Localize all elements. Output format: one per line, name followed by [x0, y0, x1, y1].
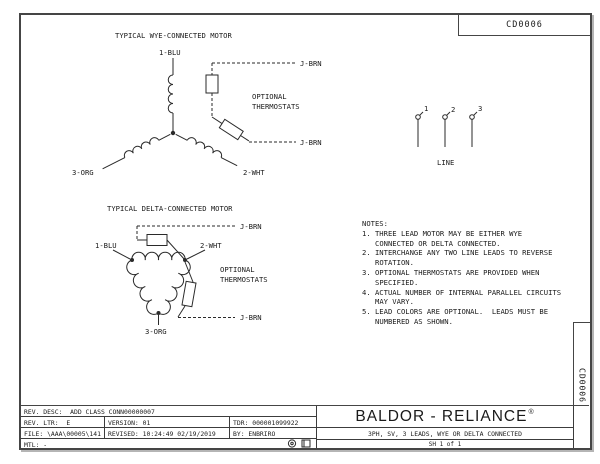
wye-lead3-label: 3-ORG: [72, 168, 94, 177]
delta-motor-diagram: [60, 200, 340, 345]
brand-cell: [317, 406, 574, 428]
line-terminal-3: [470, 112, 477, 147]
note-3-line-2: SPECIFIED.: [375, 277, 419, 287]
wye-optional-label-1: OPTIONAL: [252, 92, 287, 101]
wye-jbrn-top-label: J-BRN: [300, 59, 322, 68]
brand-name: BALDOR - RELIANCE: [355, 407, 528, 425]
drawing-number: CD0006: [506, 19, 543, 30]
wye-thermostat-1: [206, 75, 218, 93]
delta-jbrn-bottom-label: J-BRN: [240, 313, 262, 322]
wye-thermostat-2: [219, 119, 243, 139]
drawing-subtitle-cell: 3PH, SV, 3 LEADS, WYE OR DELTA CONNECTED: [317, 428, 574, 440]
note-1-line-1: 1. THREE LEAD MOTOR MAY BE EITHER WYE: [362, 228, 523, 238]
line-terminal-1: [416, 112, 423, 147]
note-2-line-2: ROTATION.: [375, 258, 414, 268]
line-terminal-2: [443, 112, 450, 147]
wye-jbrn-bottom-label: J-BRN: [300, 138, 322, 147]
tdr-cell: TDR: 000001099922: [230, 417, 317, 428]
delta-thermostat-2: [182, 281, 196, 306]
third-angle-projection-symbol: [287, 439, 315, 448]
delta-diagram-title: TYPICAL DELTA-CONNECTED MOTOR: [107, 204, 233, 213]
note-1-line-2: CONNECTED OR DELTA CONNECTED.: [375, 238, 501, 248]
line-label: LINE: [437, 158, 455, 167]
note-4-line-1: 4. ACTUAL NUMBER OF INTERNAL PARALLEL CIRCUITS: [362, 287, 562, 297]
wye-winding-right: [176, 130, 240, 166]
rev-desc-cell: REV. DESC: ADD CLASS CONN00000007: [21, 406, 317, 417]
drawing-number-box: [458, 13, 591, 36]
revised-cell: REVISED: 10:24:49 02/19/2019: [105, 428, 230, 439]
delta-junction-dot-2: [183, 258, 187, 262]
delta-jbrn-top-label: J-BRN: [240, 222, 262, 231]
wye-motor-diagram: [60, 25, 340, 185]
note-5-line-1: 5. LEAD COLORS ARE OPTIONAL. LEADS MUST BE: [362, 307, 549, 317]
delta-thermostat-1: [147, 235, 167, 246]
file-cell: FILE: \AAA\00005\141: [21, 428, 105, 439]
mtl-cell: MTL: -: [21, 439, 317, 448]
wye-optional-label-2: THERMOSTATS: [252, 102, 300, 111]
version-cell: VERSION: 01: [105, 417, 230, 428]
delta-lead1-wire: [113, 250, 130, 259]
note-5-line-2: NUMBERED AS SHOWN.: [375, 316, 453, 326]
rev-ltr-cell: REV. LTR: E: [21, 417, 105, 428]
delta-lead1-label: 1-BLU: [95, 241, 117, 250]
side-drawing-number: CD0006: [577, 367, 587, 403]
wye-lead1-label: 1-BLU: [159, 48, 181, 57]
note-2-line-1: 2. INTERCHANGE ANY TWO LINE LEADS TO REVERSE: [362, 248, 553, 258]
registered-trademark: ®: [528, 409, 535, 416]
delta-optional-label-2: THERMOSTATS: [220, 275, 268, 284]
delta-optional-label-1: OPTIONAL: [220, 265, 255, 274]
wye-diagram-title: TYPICAL WYE-CONNECTED MOTOR: [115, 31, 232, 40]
delta-junction-dot-1: [130, 258, 134, 262]
wye-lead2-label: 2-WHT: [243, 168, 265, 177]
notes-section: [362, 219, 572, 327]
delta-lead2-wire: [187, 250, 205, 259]
sheet-number-cell: SH 1 of 1: [317, 440, 574, 448]
wye-winding-top: [168, 58, 173, 131]
delta-junction-dot-3: [157, 311, 161, 315]
title-block: [21, 405, 589, 448]
wye-winding-left: [100, 130, 170, 169]
line-terminal-2-number: 2: [451, 105, 456, 114]
wye-center-junction-dot: [171, 131, 175, 135]
line-terminal-1-number: 1: [424, 104, 429, 113]
note-3-line-1: 3. OPTIONAL THERMOSTATS ARE PROVIDED WHEN: [362, 267, 540, 277]
line-terminals: [400, 95, 500, 173]
delta-lead2-label: 2-WHT: [200, 241, 222, 250]
delta-windings: [127, 252, 190, 314]
note-4-line-2: MAY VARY.: [375, 297, 414, 307]
line-terminal-3-number: 3: [478, 104, 483, 113]
notes-heading: NOTES:: [362, 219, 388, 228]
by-cell: BY: ENBRIRO: [230, 428, 317, 439]
delta-lead3-label: 3-ORG: [145, 327, 167, 336]
